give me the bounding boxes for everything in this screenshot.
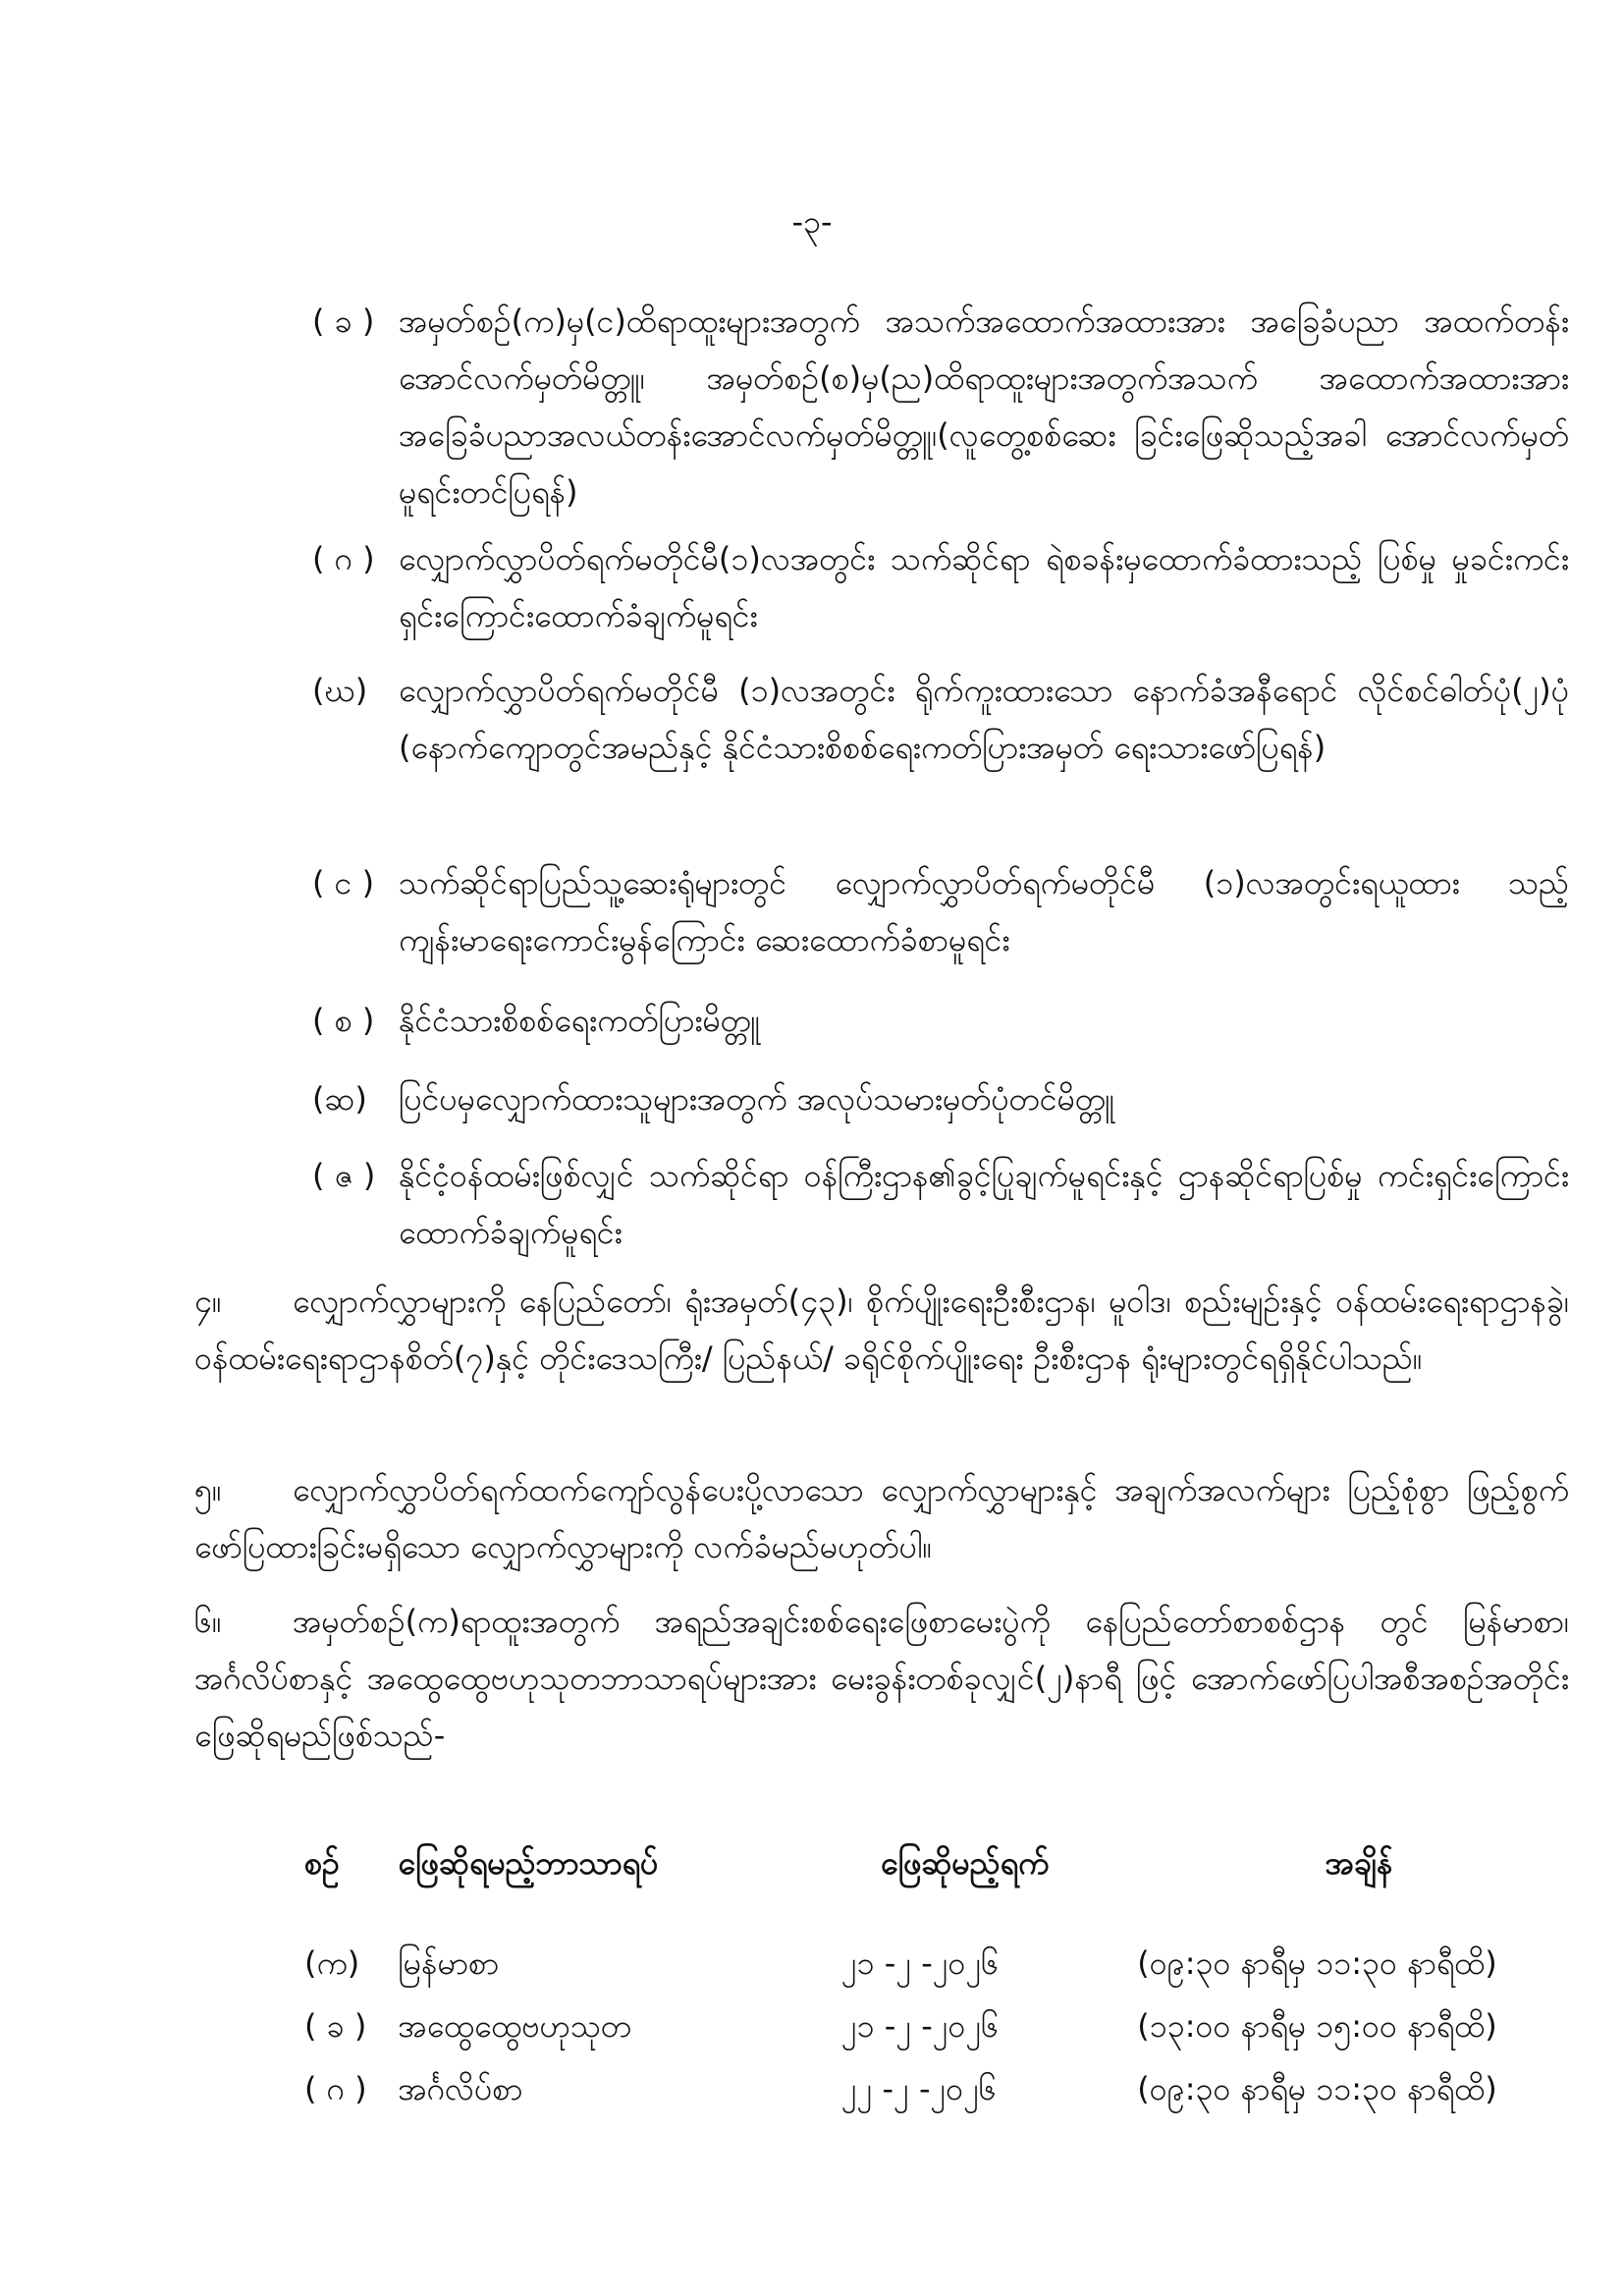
row-number: ( ခ ) [304,2007,367,2045]
paragraph-number: ၄။ [194,1283,222,1320]
list-item-text: နိုင်ငံသားစိစစ်ရေးကတ်ပြားမိတ္တူ [399,1002,761,1039]
list-item-ga [312,530,1569,644]
paragraph-5 [194,1461,1569,1575]
paragraph-4 [194,1273,1569,1387]
list-marker: ( ခ ) [312,302,375,340]
row-date: ၂၂ -၂ -၂၀၂၆ [840,2070,997,2107]
list-item-kha [312,293,1569,520]
page-number: -၃- [791,203,833,241]
paragraph-number: ၅။ [194,1471,222,1508]
list-item-text: လျှောက်လွှာပိတ်ရက်မတိုင်မီ(၁)လအတွင်း သက်ဆိုင်ရာ ရဲစခန်းမှထောက်ခံထားသည့် ပြစ်မှု မှုခင်းကင်းရှင်းကြောင်းထောက်ခံချက်မူရင်း [399,540,1569,634]
row-time: (၁၃:၀၀ နာရီမှ ၁၅:၀၀ နာရီထိ) [1137,2007,1497,2045]
paragraph-text: လျှောက်လွှာပိတ်ရက်ထက်ကျော်လွန်ပေးပို့လာသော လျှောက်လွှာများနှင့် အချက်အလက်များ ပြည့်စုံစွာ ဖြည့်စွက်ဖော်ပြထားခြင်းမရှိသော လျှောက်လွှာများကို လက်ခံမည်မဟုတ်ပါ။ [194,1471,1569,1565]
list-marker: ( စ ) [312,1002,375,1039]
row-time: (၀၉:၃၀ နာရီမှ ၁၁:၃၀ နာရီထိ) [1137,2070,1497,2107]
list-item-za [312,1147,1569,1261]
paragraph-6 [194,1593,1569,1764]
paragraph-text: အမှတ်စဉ်(က)ရာထူးအတွက် အရည်အချင်းစစ်ရေးဖြေစာမေးပွဲကို နေပြည်တော်စာစစ်ဌာန တွင် မြန်မာစာ၊ အင်္ဂလိပ်စာနှင့် အထွေထွေဗဟုသုတဘာသာရပ်များအား မေးခွန်းတစ်ခုလျှင်(၂)နာရီ ဖြင့် အောက်ဖော်ပြပါအစီအစဉ်အတိုင်း ဖြေဆိုရမည်ဖြစ်သည်- [194,1603,1569,1754]
exam-schedule-table [304,1836,1581,2123]
list-item-text: ပြင်ပမှလျှောက်ထားသူများအတွက် အလုပ်သမားမှတ်ပုံတင်မိတ္တူ [399,1080,1115,1118]
row-subject: အထွေထွေဗဟုသုတ [398,2007,632,2045]
column-header-no: စဉ် [304,1844,340,1882]
paragraph-number: ၆။ [194,1603,222,1640]
paragraph-text: လျှောက်လွှာများကို နေပြည်တော်၊ ရုံးအမှတ်(၄၃)၊ စိုက်ပျိုးရေးဦးစီးဌာန၊ မူဝါဒ၊ စည်းမျဉ်းနှင့် ဝန်ထမ်းရေးရာဌာနခွဲ၊ ဝန်ထမ်းရေးရာဌာနစိတ်(၇)နှင့် တိုင်းဒေသကြီး/ ပြည်နယ်/ ခရိုင်စိုက်ပျိုးရေး ဦးစီးဌာန ရုံးများတွင်ရရှိနိုင်ပါသည်။ [194,1283,1569,1377]
list-marker: (ဆ) [312,1080,367,1118]
row-date: ၂၁ -၂ -၂၀၂၆ [840,2007,1000,2045]
list-marker: ( ဂ ) [312,540,375,577]
column-header-time: အချိန် [1325,1844,1393,1882]
row-number: ( ဂ ) [304,2070,367,2107]
list-item-gha [312,662,1569,776]
list-item-text: သက်ဆိုင်ရာပြည်သူ့ဆေးရုံများတွင် လျှောက်လွှာပိတ်ရက်မတိုင်မီ (၁)လအတွင်းရယူထား သည့်ကျန်းမာရေးကောင်းမွန်ကြောင်း ဆေးထောက်ခံစာမူရင်း [399,864,1569,958]
list-item-text: အမှတ်စဉ်(က)မှ(င)ထိရာထူးများအတွက် အသက်အထောက်အထားအား အခြေခံပညာ အထက်တန်းအောင်လက်မှတ်မိတ္တူ၊ အမှတ်စဉ်(စ)မှ(ည)ထိရာထူးများအတွက်အသက် အထောက်အထားအား အခြေခံပညာအလယ်တန်းအောင်လက်မှတ်မိတ္တူ၊(လူတွေ့စစ်ဆေး ခြင်းဖြေဆိုသည့်အခါ အောင်လက်မှတ်မူရင်းတင်ပြရန်) [399,302,1569,511]
list-item-text: လျှောက်လွှာပိတ်ရက်မတိုင်မီ (၁)လအတွင်း ရိုက်ကူးထားသော နောက်ခံအနီရောင် လိုင်စင်ဓါတ်ပုံ(၂)ပုံ (နောက်ကျောတွင်အမည်နှင့် နိုင်ငံသားစိစစ်ရေးကတ်ပြားအမှတ် ရေးသားဖော်ပြရန်) [399,672,1569,766]
table-header-row [304,1836,1581,1935]
row-date: ၂၁ -၂ -၂၀၂၆ [840,1944,1000,1982]
row-number: (က) [304,1944,360,1982]
row-subject: မြန်မာစာ [398,1944,500,1982]
list-item-sa [312,992,1569,1049]
list-item-nga [312,854,1569,968]
row-time: (၀၉:၃၀ နာရီမှ ၁၁:၃၀ နာရီထိ) [1137,1944,1497,1982]
column-header-subject: ဖြေဆိုရမည့်ဘာသာရပ် [398,1844,659,1882]
list-item-text: နိုင်ငံ့ဝန်ထမ်းဖြစ်လျှင် သက်ဆိုင်ရာ ဝန်ကြီးဌာန၏ခွင့်ပြုချက်မူရင်းနှင့် ဌာနဆိုင်ရာပြစ်မှု ကင်းရှင်းကြောင်း ထောက်ခံချက်မူရင်း [399,1157,1569,1251]
list-item-hsa [312,1070,1569,1127]
table-row [304,2060,1581,2123]
row-subject: အင်္ဂလိပ်စာ [398,2070,523,2107]
list-marker: ( င ) [312,864,375,902]
table-row [304,1997,1581,2060]
table-row [304,1935,1581,1997]
list-marker: ( ဇ ) [312,1157,376,1194]
column-header-date: ဖြေဆိုမည့်ရက် [880,1844,1050,1882]
list-marker: (ဃ) [312,672,368,709]
